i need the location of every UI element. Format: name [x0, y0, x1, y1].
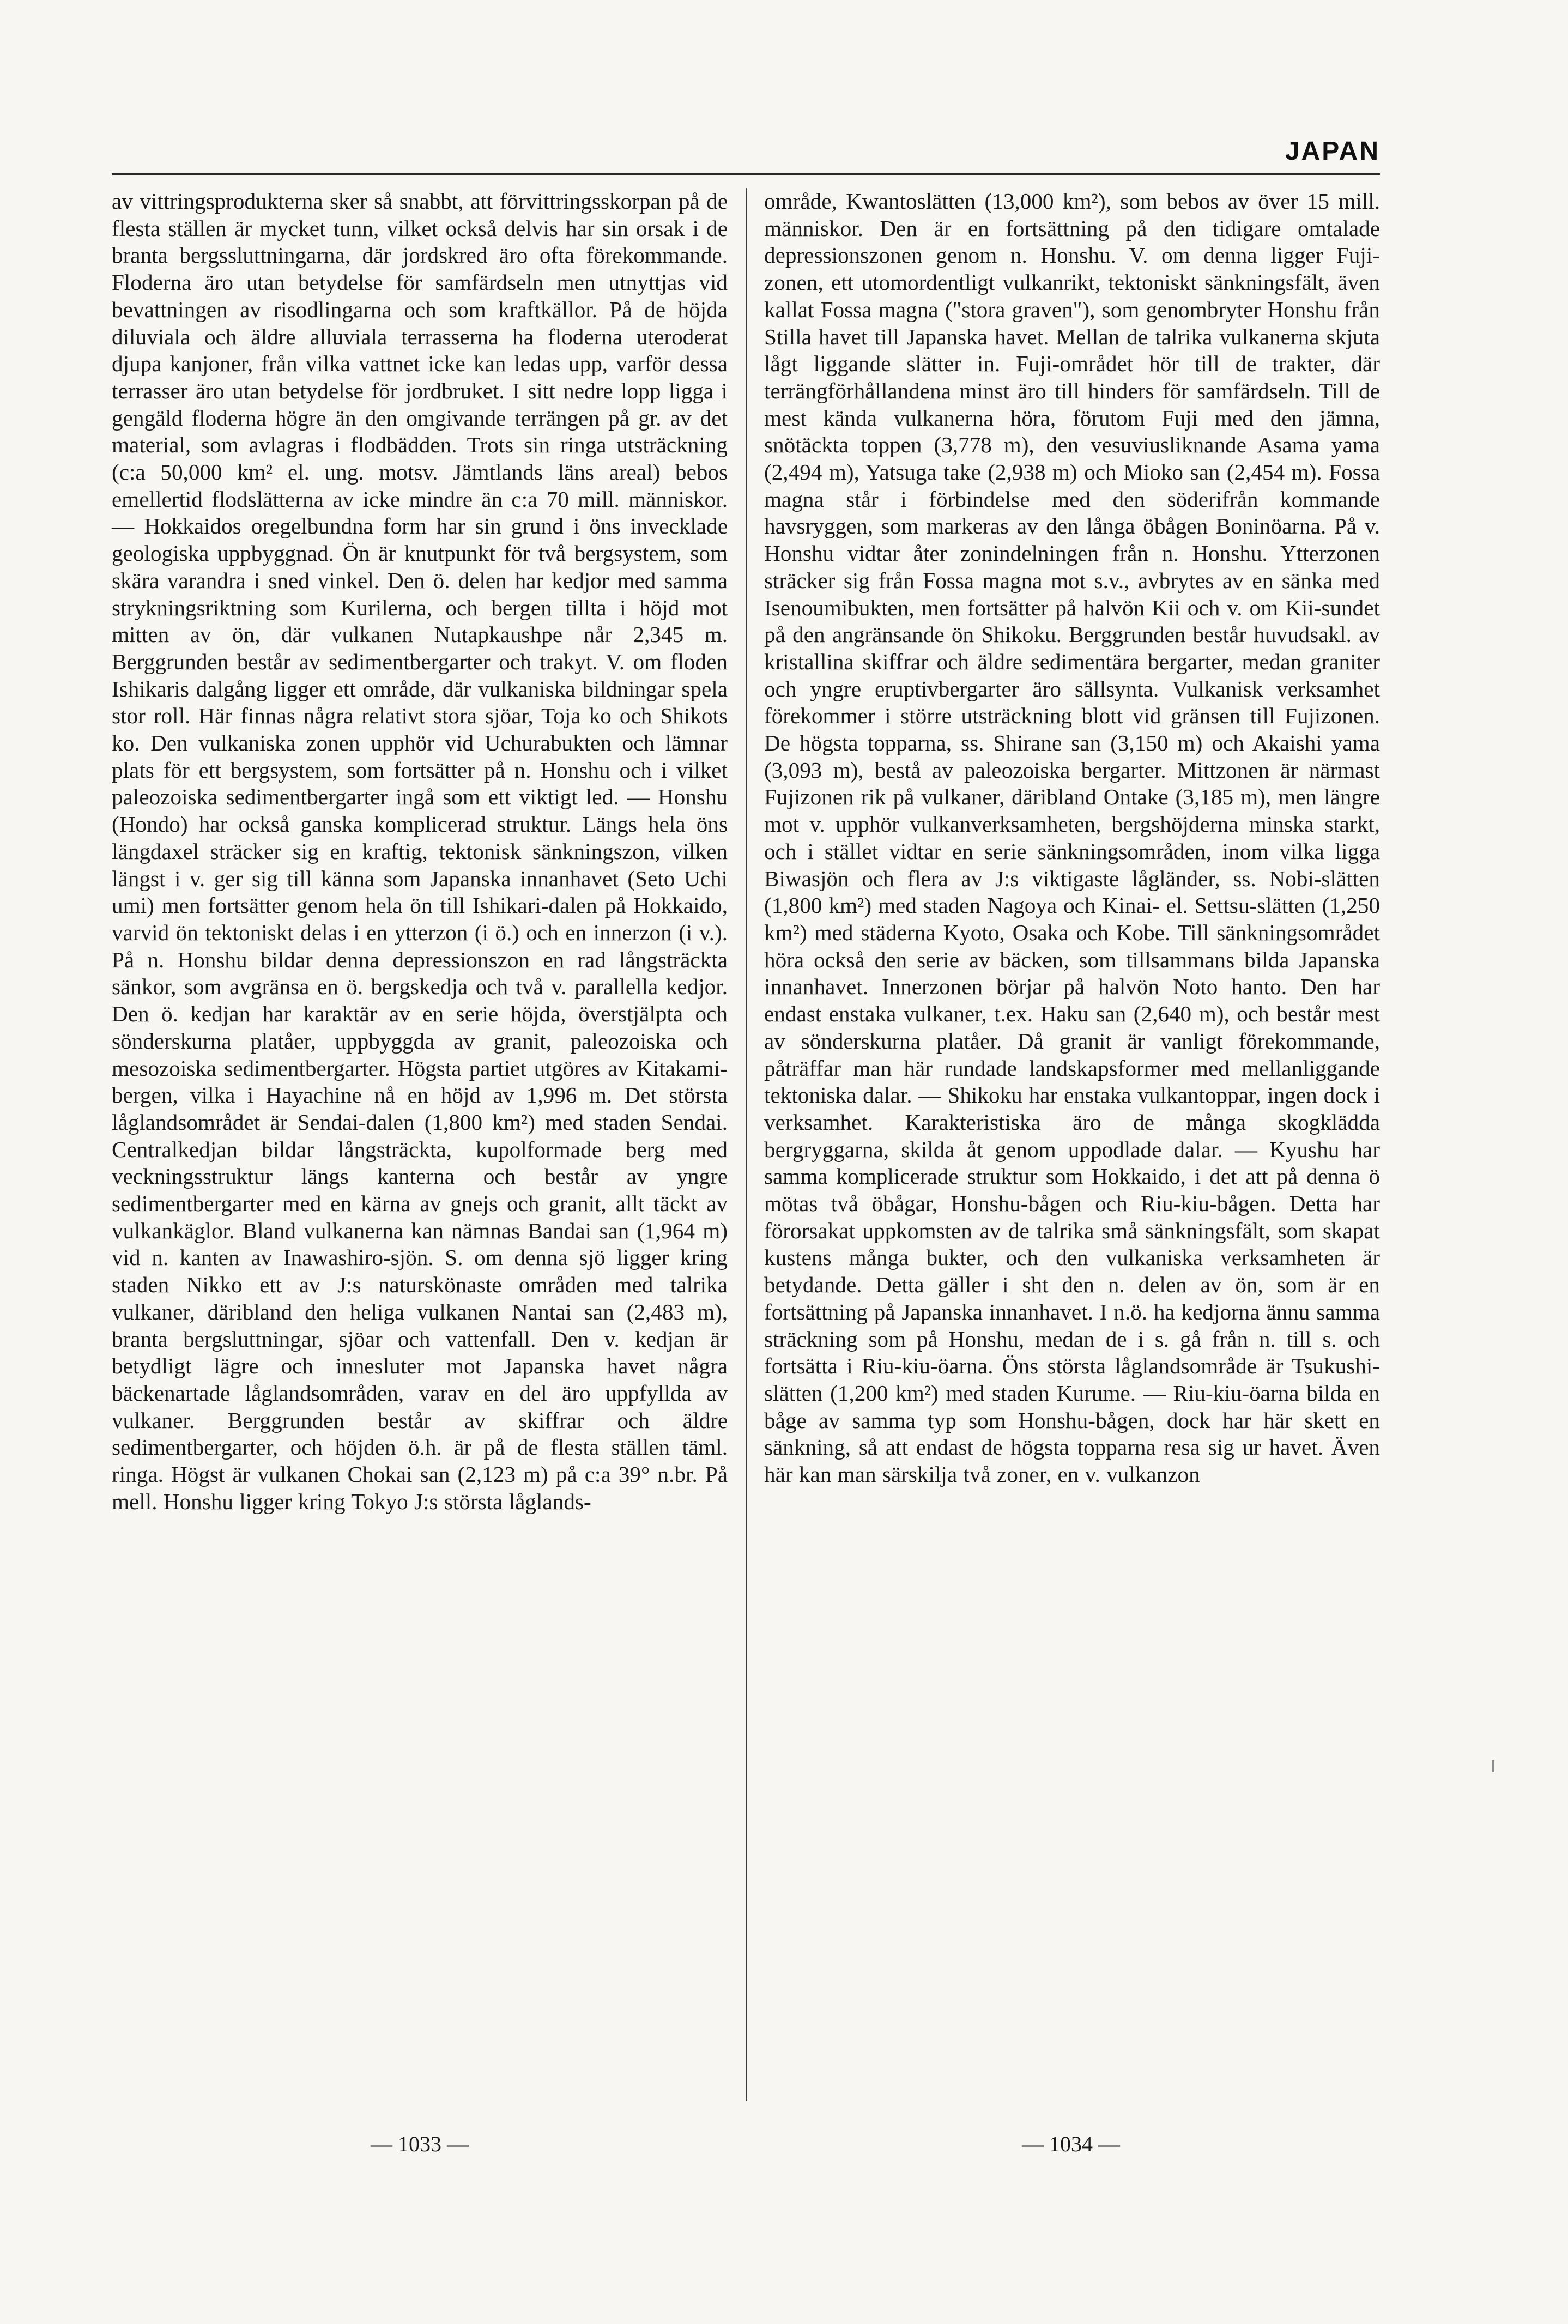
scan-speck	[1492, 1760, 1494, 1772]
right-page-number: — 1034 —	[1022, 2132, 1120, 2156]
header-rule	[112, 173, 1380, 175]
left-column-text: av vittringsprodukterna sker så snabbt, att förvittringsskorpan på de flesta ställen är mycket tunn, vilket också delvis har sin orsak i de branta bergssluttningarna, där jordskred äro ofta förekommande. Floderna äro utan betydelse för samfärdseln men utnyttjas vid bevattningen av risodlingarna och som kraftkällor. På de höjda diluviala och äldre alluviala terrasserna ha floderna uteroderat djupa kanjoner, från vilka vattnet icke kan ledas upp, varför dessa terrasser äro utan betydelse för jordbruket. I sitt nedre lopp ligga i gengäld floderna högre än den omgivande terrängen på gr. av det material, som avlagras i flodbädden. Trots sin ringa utsträckning (c:a 50,000 km² el. ung. motsv. Jämtlands läns areal) bebos emellertid flodslätterna av icke mindre än c:a 70 mill. människor. — Hokkaidos oregelbundna form har sin grund i öns invecklade geologiska uppbyggnad. Ön är knutpunkt för två bergsystem, som skära varandra i sned vinkel. Den ö. delen har kedjor med samma strykningsriktning som Kurilerna, och bergen tillta i höjd mot mitten av ön, där vulkanen Nutapkaushpe når 2,345 m. Berggrunden består av sedimentbergarter och trakyt. V. om floden Ishikaris dalgång ligger ett område, där vulkaniska bildningar spela stor roll. Här finnas några relativt stora sjöar, Toja ko och Shikots ko. Den vulkaniska zonen upphör vid Uchurabukten och lämnar plats för ett bergsystem, som fortsätter på n. Honshu och i vilket paleozoiska sedimentbergarter ingå som ett viktigt led. — Honshu (Hondo) har också ganska komplicerad struktur. Längs hela öns längdaxel sträcker sig en kraftig, tektonisk sänkningszon, vilken längst i v. ger sig till känna som Japanska innanhavet (Seto Uchi umi) men fortsätter genom hela ön till Ishikari-dalen på Hokkaido, varvid ön tektoniskt delas i en ytterzon (i ö.) och en innerzon (i v.). På n. Honshu bildar denna depressionszon en rad långsträckta sänkor, som avgränsa en ö. bergskedja och två v. parallella kedjor. Den ö. kedjan har karaktär av en serie höjda, överstjälpta och sönderskurna platåer, uppbyggda av granit, paleozoiska och mesozoiska sedimentbergarter. Högsta partiet utgöres av Kitakami-bergen, vilka i Hayachine nå en höjd av 1,996 m. Det största låglandsområdet är Sendai-dalen (1,800 km²) med staden Sendai. Centralkedjan bildar långsträckta, kupolformade berg med veckningsstruktur längs kanterna och består av yngre sedimentbergarter med en kärna av gnejs och granit, allt täckt av vulkankäglor. Bland vulkanerna kan nämnas Bandai san (1,964 m) vid n. kanten av Inawashiro-sjön. S. om denna sjö ligger kring staden Nikko ett av J:s naturskönaste områden med talrika vulkaner, däribland den heliga vulkanen Nantai san (2,483 m), branta bergsluttningar, sjöar och vattenfall. Den v. kedjan är betydligt lägre och innesluter mot Japanska havet några bäckenartade låglandsområden, varav en del äro uppfyllda av vulkaner. Berggrunden består av skiffrar och äldre sedimentbergarter, och höjden ö.h. är på de flesta ställen täml. ringa. Högst är vulkanen Chokai san (2,123 m) på c:a 39° n.br. På mell. Honshu ligger kring Tokyo J:s största låglands-	[112, 189, 728, 1514]
left-page-number: — 1033 —	[371, 2132, 469, 2156]
right-text-column	[764, 188, 1380, 1488]
column-divider-rule	[746, 188, 747, 2101]
left-text-column	[112, 188, 728, 1515]
running-head-title: JAPAN	[1285, 137, 1380, 166]
right-column-text: område, Kwantoslätten (13,000 km²), som bebos av över 15 mill. människor. Den är en fortsättning på den tidigare omtalade depressionszonen genom n. Honshu. V. om denna ligger Fuji-zonen, ett utomordentligt vulkanrikt, tektoniskt sänkningsfält, även kallat Fossa magna ("stora graven"), som genombryter Honshu från Stilla havet till Japanska havet. Mellan de talrika vulkanerna skjuta lågt liggande slätter in. Fuji-området hör till de trakter, där terrängförhållandena minst äro till hinders för samfärdseln. Till de mest kända vulkanerna höra, förutom Fuji med den jämna, snötäckta toppen (3,778 m), den vesuviusliknande Asama yama (2,494 m), Yatsuga take (2,938 m) och Mioko san (2,454 m). Fossa magna står i förbindelse med den söderifrån kommande havsryggen, som markeras av den långa öbågen Boninöarna. På v. Honshu vidtar åter zonindelningen från n. Honshu. Ytterzonen sträcker sig från Fossa magna mot s.v., avbrytes av en sänka med Isenoumibukten, men fortsätter på halvön Kii och v. om Kii-sundet på den angränsande ön Shikoku. Berggrunden består huvudsakl. av kristallina skiffrar och äldre sedimentära bergarter, medan graniter och yngre eruptivbergarter äro sällsynta. Vulkanisk verksamhet förekommer i större utsträckning blott vid gränsen till Fujizonen. De högsta topparna, ss. Shirane san (3,150 m) och Akaishi yama (3,093 m), bestå av paleozoiska bergarter. Mittzonen är närmast Fujizonen rik på vulkaner, däribland Ontake (3,185 m), men längre mot v. upphör vulkanverksamheten, bergshöjderna minska starkt, och i stället vidtar en serie sänkningsområden, inom vilka ligga Biwasjön och flera av J:s viktigaste lågländer, ss. Nobi-slätten (1,800 km²) med staden Nagoya och Kinai- el. Settsu-slätten (1,250 km²) med städerna Kyoto, Osaka och Kobe. Till sänkningsområdet höra också den serie av bäcken, som tillsammans bilda Japanska innanhavet. Innerzonen börjar på halvön Noto hanto. Den har endast enstaka vulkaner, t.ex. Haku san (2,640 m), och består mest av sönderskurna platåer. Då granit är vanligt förekommande, påträffar man här rundade landskapsformer med mellanliggande tektoniska dalar. — Shikoku har enstaka vulkantoppar, ingen dock i verksamhet. Karakteristiska äro de många skogklädda bergryggarna, skilda åt genom uppodlade dalar. — Kyushu har samma komplicerade struktur som Hokkaido, i det att på denna ö mötas två öbågar, Honshu-bågen och Riu-kiu-bågen. Detta har förorsakat uppkomsten av de talrika små sänkningsfält, som skapat kustens många bukter, och den vulkaniska verksamheten är betydande. Detta gäller i sht den n. delen av ön, som är en fortsättning på Japanska innanhavet. I n.ö. ha kedjorna ännu samma sträckning som på Honshu, medan de i s. gå från n. till s. och fortsätta i Riu-kiu-öarna. Öns största låglandsområde är Tsukushi-slätten (1,200 km²) med staden Kurume. — Riu-kiu-öarna bilda en båge av samma typ som Honshu-bågen, dock har här skett en sänkning, så att endast de högsta topparna resa sig ur havet. Även här kan man särskilja två zoner, en v. vulkanzon	[764, 189, 1380, 1487]
